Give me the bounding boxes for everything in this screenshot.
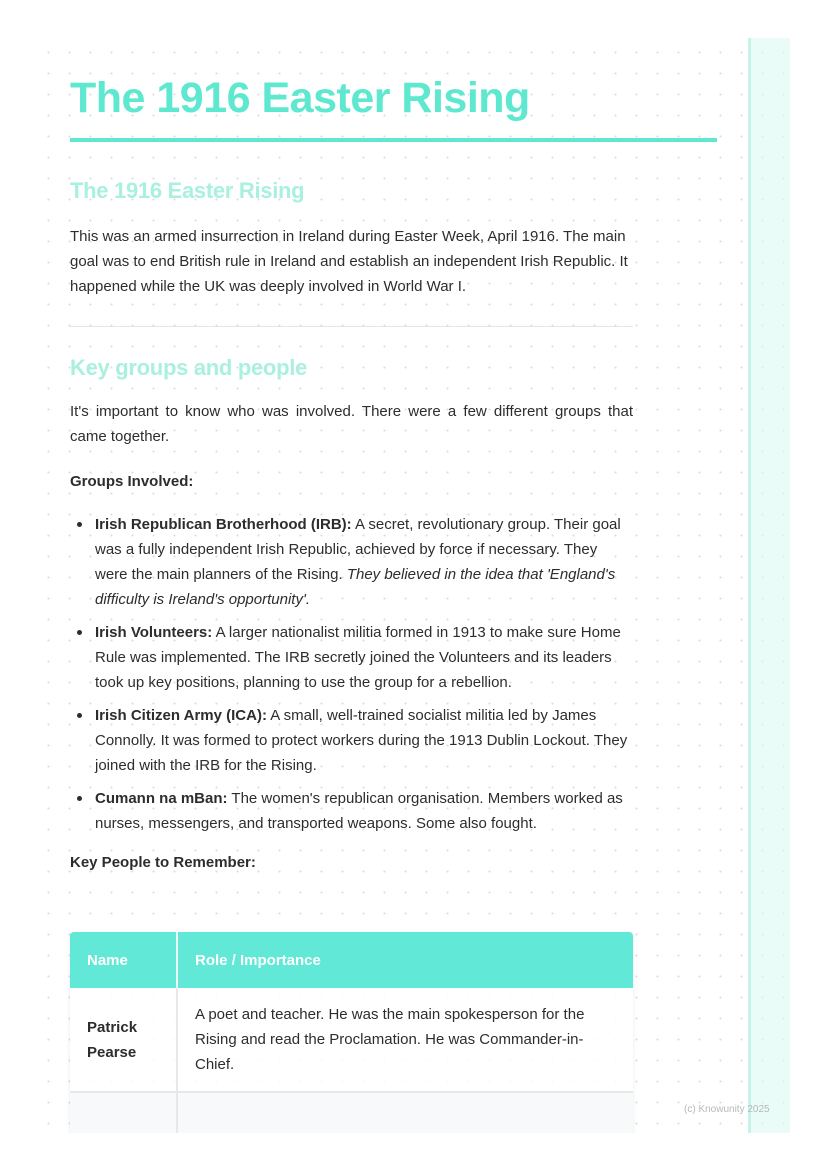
table-row bbox=[70, 1092, 633, 1133]
groups-list bbox=[70, 512, 633, 836]
list-item bbox=[95, 620, 633, 695]
table-row bbox=[70, 988, 633, 1092]
group-text: A small, well-trained socialist militia led by James Connolly. It was formed to protect workers during the 1913 Dublin Lockout. They joined with the IRB for the Rising. bbox=[95, 707, 628, 774]
section-heading: Key groups and people bbox=[70, 355, 307, 380]
header-role: Role / Importance bbox=[177, 932, 633, 988]
table-header bbox=[70, 932, 633, 988]
group-name: Irish Citizen Army (ICA): bbox=[95, 707, 267, 724]
margin-strip bbox=[748, 38, 790, 1133]
group-text: A secret, revolutionary group. Their goal was a fully independent Irish Republic, achieved by force if necessary. They were the main planners of the Rising. bbox=[95, 516, 621, 583]
header-name: Name bbox=[70, 932, 177, 988]
list-item bbox=[95, 786, 633, 836]
page-title: The 1916 Easter Rising bbox=[70, 74, 530, 122]
group-quote: They believed in the idea that 'England's difficulty is Ireland's opportunity'. bbox=[95, 566, 616, 608]
section-heading: The 1916 Easter Rising bbox=[70, 178, 305, 203]
group-name: Irish Volunteers: bbox=[95, 624, 213, 641]
group-name: Irish Republican Brotherhood (IRB): bbox=[95, 516, 352, 533]
list-item bbox=[95, 512, 633, 612]
cell-empty bbox=[177, 1092, 633, 1133]
cell-empty bbox=[70, 1092, 177, 1133]
section-text: It's important to know who was involved. There were a few different groups that came together. bbox=[70, 403, 633, 445]
group-text: A larger nationalist militia formed in 1913 to make sure Home Rule was implemented. The IRB secretly joined the Volunteers and its leaders took up key positions, planning to use the group for a rebellion. bbox=[95, 624, 621, 691]
section-text: This was an armed insurrection in Ireland during Easter Week, April 1916. The main goal was to end British rule in Ireland and establish an independent Irish Republic. It happened while the UK was deeply involved in World War I. bbox=[70, 228, 628, 295]
title-rule bbox=[70, 138, 717, 142]
groups-label: Groups Involved: bbox=[70, 473, 194, 490]
people-table bbox=[70, 932, 633, 1133]
section-groups bbox=[70, 355, 633, 875]
group-name: Cumann na mBan: bbox=[95, 790, 228, 807]
people-label: Key People to Remember: bbox=[70, 854, 256, 871]
group-text: The women's republican organisation. Members worked as nurses, messengers, and transported weapons. Some also fought. bbox=[95, 790, 623, 832]
page bbox=[38, 38, 790, 1133]
cell-name: Patrick Pearse bbox=[70, 988, 177, 1092]
cell-role: A poet and teacher. He was the main spokesperson for the Rising and read the Proclamation. He was Commander-in-Chief. bbox=[177, 988, 633, 1092]
section-intro bbox=[70, 178, 633, 299]
list-item bbox=[95, 703, 633, 778]
divider bbox=[70, 326, 633, 327]
copyright: (c) Knowunity 2025 bbox=[684, 1104, 770, 1115]
